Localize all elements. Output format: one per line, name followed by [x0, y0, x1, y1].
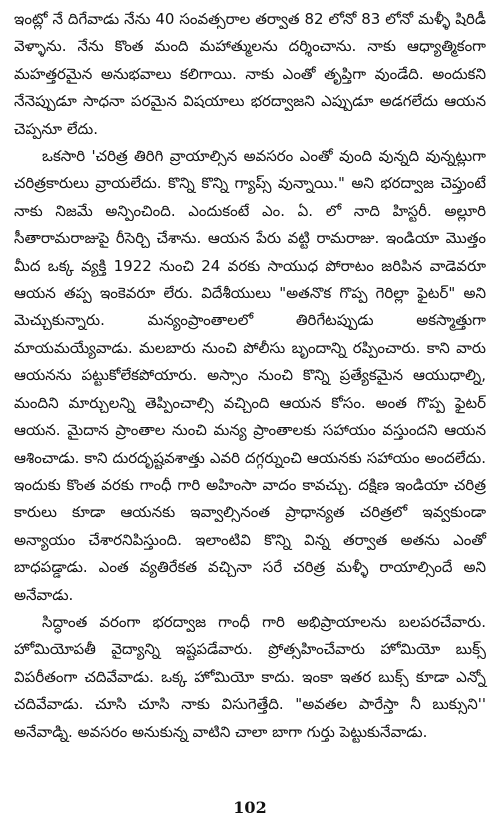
paragraph-3: సిద్ధాంత వరంగా భరద్వాజ గాంధీ గారి అభిప్రాయాలను బలపరచేవారు. హోమియోపతీ వైద్యాన్ని ఇష్టపడేవారు. ప్రోత్సహించేవారు హోమియో బుక్స్ విపరీతంగా చదివేవాడు. ఒక్క హోమియో కాదు. ఇంకా ఇతర బుక్స్ కూడా ఎన్నో చదివేవాడు. చూసి చూసి నాకు విసుగెత్తేది. "అవతల పారేస్తా నీ బుక్సుని'' అనేవాడ్ని. అవసరం అనుకున్న వాటిని చాలా బాగా గుర్తు పెట్టుకునేవాడు. [14, 612, 486, 741]
page-number: 102 [233, 798, 267, 817]
paragraph-2: ఒకసారి 'చరిత్ర తిరిగి వ్రాయాల్సిన అవసరం ఎంతో వుంది వున్నది వున్నట్లుగా చరిత్రకారులు వ్రాయలేదు. కొన్ని కొన్ని గ్యాప్స్ వున్నాయి." అని భరద్వాజ చెప్తుంటే నాకు నిజమే అన్పించింది. ఎందుకంటే ఎం. ఏ. లో నాది హిస్టరీ. అల్లూరి సీతారామరాజుపై రీసెర్చి చేశాను. ఆయన పేరు వట్టి రామరాజు. ఇండియా మొత్తం మీద ఒక్క వ్యక్తి 1922 నుంచి 24 వరకు సాయుధ పోరాటం జరిపిన వాడెవరూ ఆయన తప్ప ఇంకెవరూ లేరు. విదేశీయులు "అతనొక గొప్ప గెరిల్లా ఫైటర్" అని మెచ్చుకున్నారు. మన్యంప్రాంతాలలో తిరిగేటప్పుడు అకస్మాత్తుగా మాయమయ్యేవాడు. మలబారు నుంచి పోలీసు బృందాన్ని రప్పించారు. కాని వారు ఆయనను పట్టుకోలేకపోయారు. అస్సాం నుంచి కొన్ని ప్రత్యేకమైన ఆయుధాల్ని, మందిని మార్చులన్ని తెప్పించాల్సి వచ్చింది ఆయన కోసం. అంత గొప్ప ఫైటర్ ఆయన. మైదాన ప్రాంతాల నుంచి మన్య ప్రాంతాలకు సహాయం వస్తుందని ఆయన ఆశించాడు. కాని దురదృష్టవశాత్తు ఎవరి దగ్గర్నుంచి ఆయనకు సహాయం అందలేదు. ఇందుకు కొంత వరకు గాంధీ గారి అహింసా వాదం కావచ్చు. దక్షిణ ఇండియా చరిత్ర కారులు కూడా ఆయనకు ఇవ్వాల్సినంత ప్రాధాన్యత చరిత్రలో ఇవ్వకుండా అన్యాయం చేశారనిపిస్తుంది. ఇలాంటివి కొన్ని విన్న తర్వాత అతను ఎంతో బాధపడ్డాడు. ఎంత వ్యతిరేకత వచ్చినా సరే చరిత్ర మళ్ళీ రాయాల్సిందే అని అనేవాడు. [14, 147, 486, 604]
paragraph-1: ఇంట్లో నే దిగేవాడు నేను 40 సంవత్సరాల తర్వాత 82 లోనో 83 లోనో మళ్ళీ షిరిడీ వెళ్ళాను. నేను కొంత మంది మహాత్ములను దర్శించాను. నాకు ఆధ్యాత్మికంగా మహత్తరమైన అనుభవాలు కలిగాయి. నాకు ఎంతో తృప్తిగా వుండేది. అందుకని నేనెప్పుడూ సాధనా పరమైన విషయాలు భరద్వాజని ఎప్పుడూ అడగలేదు ఆయన చెప్పనూ లేదు. [14, 10, 486, 138]
